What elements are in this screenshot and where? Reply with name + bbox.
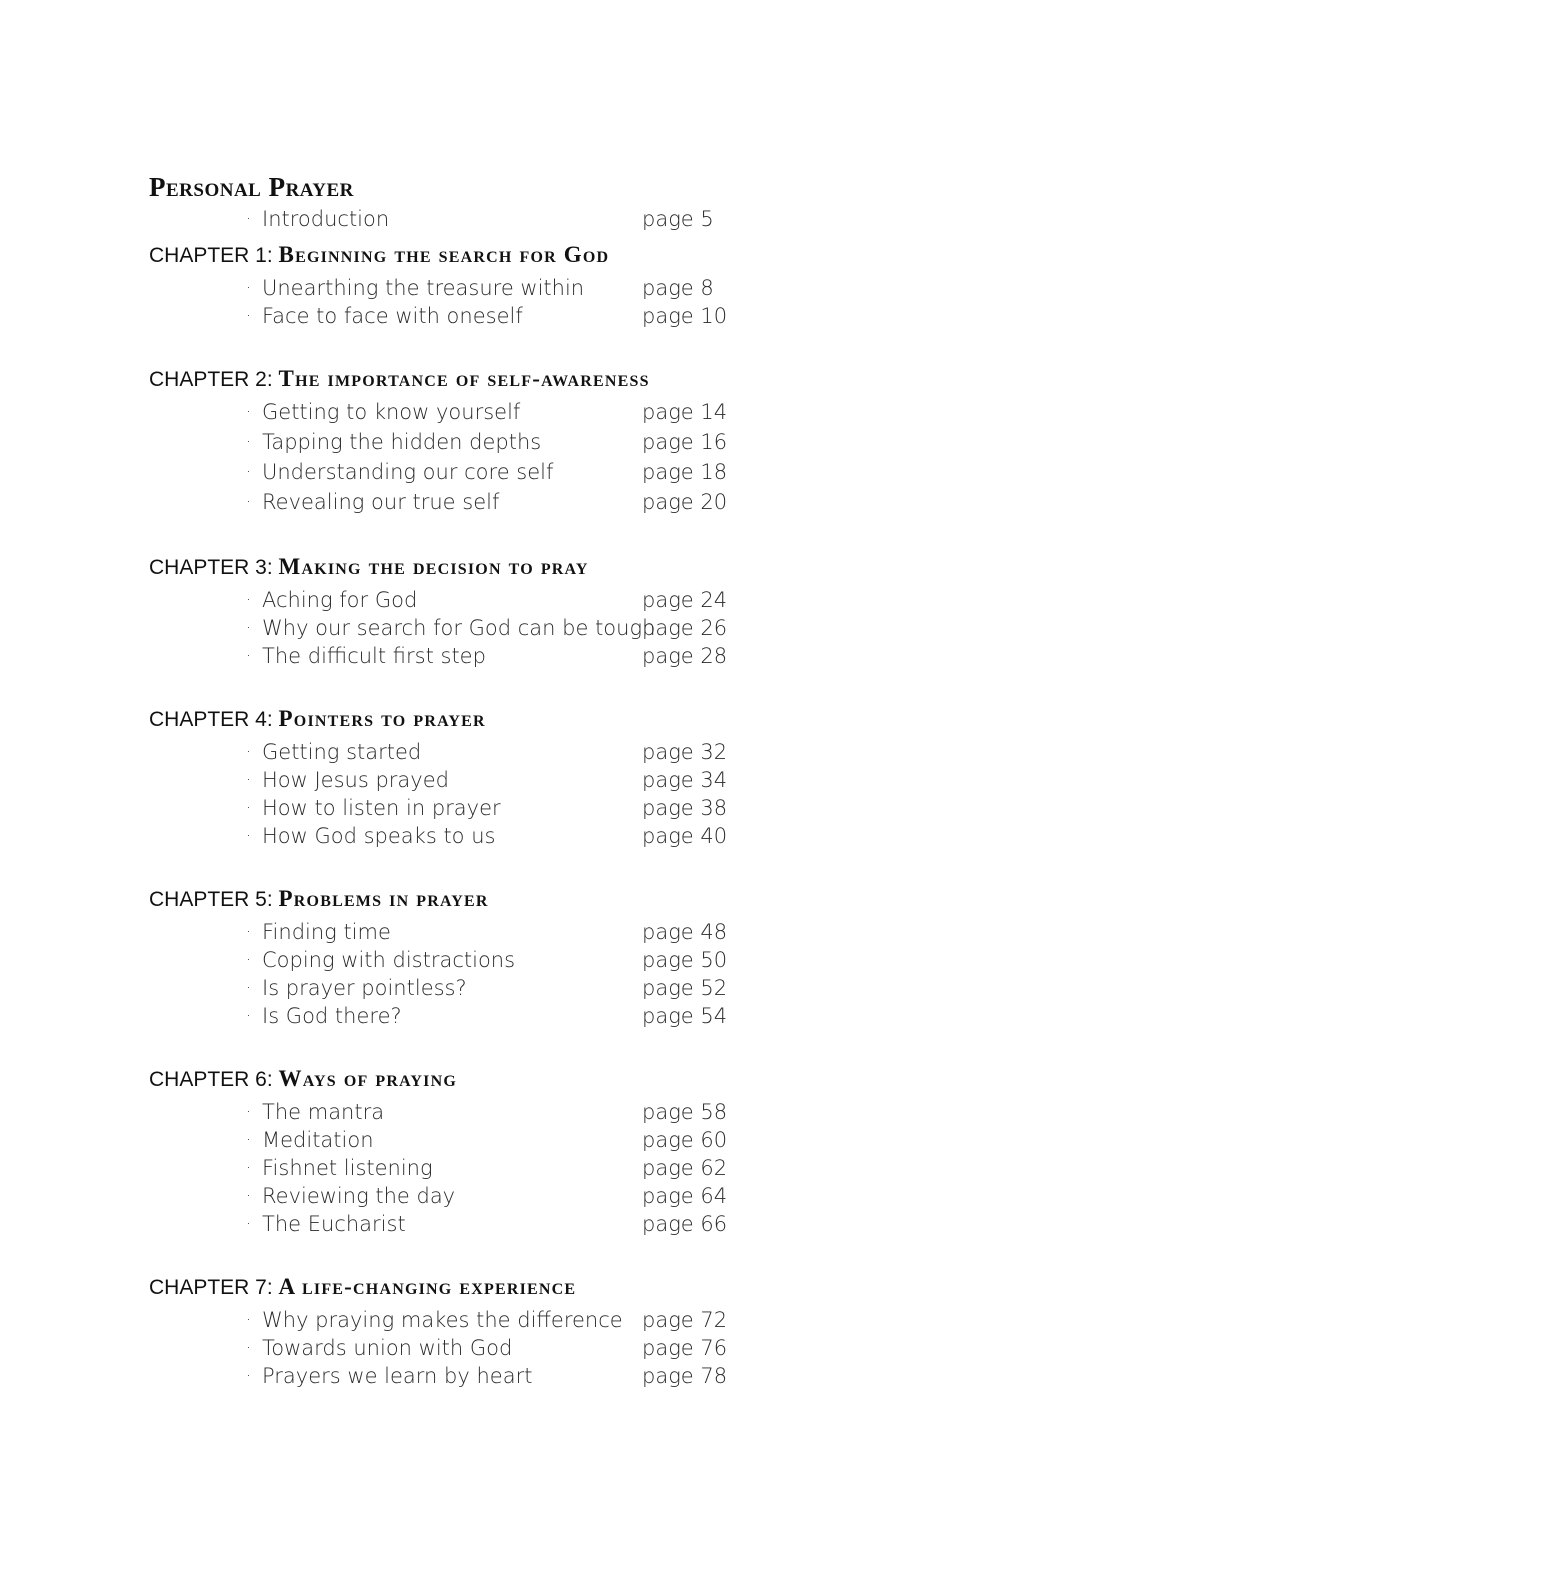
chapter-title: Pointers to prayer: [278, 706, 486, 731]
entry-title: Meditation: [262, 1128, 374, 1152]
toc-entry[interactable]: [149, 1334, 789, 1362]
bullet-icon: ·: [246, 646, 252, 665]
bullet-icon: ·: [246, 462, 252, 481]
book-title: Personal Prayer: [149, 172, 354, 202]
chapter-heading: [149, 881, 789, 918]
table-of-contents: [149, 169, 789, 1390]
entry-page-number: page 28: [642, 644, 728, 668]
bullet-icon: ·: [246, 1214, 252, 1233]
entry-page-number: page 40: [642, 824, 728, 848]
entry-page-number: page 66: [642, 1212, 728, 1236]
entry-title: Revealing our true self: [262, 490, 500, 514]
bullet-icon: ·: [246, 1158, 252, 1177]
entry-title: Prayers we learn by heart: [262, 1364, 533, 1388]
entry-page-number: page 52: [642, 976, 728, 1000]
chapter-1-section: [149, 237, 789, 330]
chapter-7-section: [149, 1269, 789, 1390]
bullet-icon: ·: [246, 1310, 252, 1329]
entry-title: Introduction: [262, 207, 390, 231]
entry-title: Understanding our core self: [262, 460, 554, 484]
toc-entry[interactable]: [149, 458, 789, 488]
chapter-title: Problems in prayer: [278, 886, 489, 911]
chapter-label: CHAPTER 3:: [149, 556, 273, 579]
bullet-icon: ·: [246, 306, 252, 325]
bullet-icon: ·: [246, 1186, 252, 1205]
entry-page-number: page 8: [642, 276, 714, 300]
bullet-icon: ·: [246, 770, 252, 789]
toc-entry[interactable]: [149, 1126, 789, 1154]
bullet-icon: ·: [246, 1102, 252, 1121]
bullet-icon: ·: [246, 432, 252, 451]
bullet-icon: ·: [246, 826, 252, 845]
bullet-icon: ·: [246, 1006, 252, 1025]
bullet-icon: ·: [246, 1130, 252, 1149]
toc-entry[interactable]: [149, 1098, 789, 1126]
entry-page-number: page 34: [642, 768, 728, 792]
toc-entry[interactable]: [149, 738, 789, 766]
bullet-icon: ·: [246, 742, 252, 761]
bullet-icon: ·: [246, 1338, 252, 1357]
toc-entry[interactable]: [149, 822, 789, 850]
bullet-icon: ·: [246, 978, 252, 997]
chapter-title: Making the decision to pray: [278, 554, 589, 579]
entry-title: How to listen in prayer: [262, 796, 501, 820]
chapter-heading: [149, 1061, 789, 1098]
entry-title: The Eucharist: [262, 1212, 406, 1236]
entry-page-number: page 38: [642, 796, 728, 820]
entry-title: Towards union with God: [262, 1336, 513, 1360]
entry-title: Finding time: [262, 920, 391, 944]
chapter-6-section: [149, 1061, 789, 1238]
bullet-icon: ·: [246, 950, 252, 969]
entry-page-number: page 10: [642, 304, 728, 328]
chapter-5-section: [149, 881, 789, 1030]
toc-entry[interactable]: [149, 488, 789, 518]
entry-title: Aching for God: [262, 588, 418, 612]
bullet-icon: ·: [246, 618, 252, 637]
entry-page-number: page 58: [642, 1100, 728, 1124]
toc-entry[interactable]: [149, 918, 789, 946]
entry-title: Face to face with oneself: [262, 304, 523, 328]
bullet-icon: ·: [246, 209, 252, 228]
toc-entry[interactable]: [149, 302, 789, 330]
chapter-title: The importance of self-awareness: [278, 366, 650, 391]
toc-entry[interactable]: [149, 1002, 789, 1030]
entry-page-number: page 18: [642, 460, 728, 484]
entry-title: Coping with distractions: [262, 948, 516, 972]
toc-entry[interactable]: [149, 274, 789, 302]
chapter-entries: [149, 398, 789, 518]
toc-entry[interactable]: [149, 586, 789, 614]
chapter-entries: [149, 274, 789, 330]
bullet-icon: ·: [246, 922, 252, 941]
entry-title: How Jesus prayed: [262, 768, 449, 792]
entry-title: Is prayer pointless?: [262, 976, 467, 1000]
toc-entry[interactable]: [149, 428, 789, 458]
toc-entry[interactable]: [149, 614, 789, 642]
intro-section: [149, 169, 789, 233]
entry-title: Why praying makes the difference: [262, 1308, 623, 1332]
entry-title: Getting started: [262, 740, 422, 764]
toc-entry[interactable]: [149, 398, 789, 428]
entry-page-number: page 60: [642, 1128, 728, 1152]
entry-title: Fishnet listening: [262, 1156, 433, 1180]
chapter-label: CHAPTER 5:: [149, 888, 273, 911]
chapter-label: CHAPTER 7:: [149, 1276, 273, 1299]
toc-entry[interactable]: [149, 1182, 789, 1210]
entry-title: How God speaks to us: [262, 824, 496, 848]
entry-title: Why our search for God can be tough: [262, 616, 656, 640]
chapter-entries: [149, 738, 789, 850]
entry-page-number: page 16: [642, 430, 728, 454]
toc-entry[interactable]: [149, 1362, 789, 1390]
toc-entry[interactable]: [149, 1210, 789, 1238]
toc-entry[interactable]: [149, 974, 789, 1002]
chapter-3-section: [149, 549, 789, 670]
chapter-title: Beginning the search for God: [278, 242, 610, 267]
entry-page-number: page 50: [642, 948, 728, 972]
toc-entry[interactable]: [149, 205, 789, 233]
entry-title: Unearthing the treasure within: [262, 276, 585, 300]
toc-entry[interactable]: [149, 1154, 789, 1182]
entry-page-number: page 20: [642, 490, 728, 514]
toc-entry[interactable]: [149, 642, 789, 670]
chapter-4-section: [149, 701, 789, 850]
entry-page-number: page 72: [642, 1308, 728, 1332]
bullet-icon: ·: [246, 1366, 252, 1385]
bullet-icon: ·: [246, 590, 252, 609]
bullet-icon: ·: [246, 402, 252, 421]
chapter-heading: [149, 361, 789, 398]
entry-title: Getting to know yourself: [262, 400, 521, 424]
entry-title: The mantra: [262, 1100, 385, 1124]
entry-page-number: page 54: [642, 1004, 728, 1028]
entry-page-number: page 48: [642, 920, 728, 944]
chapter-heading: [149, 549, 789, 586]
entry-page-number: page 14: [642, 400, 728, 424]
entry-title: Is God there?: [262, 1004, 402, 1028]
toc-entry[interactable]: [149, 946, 789, 974]
entry-page-number: page 78: [642, 1364, 728, 1388]
toc-entry[interactable]: [149, 1306, 789, 1334]
chapter-label: CHAPTER 6:: [149, 1068, 273, 1091]
chapter-title: Ways of praying: [278, 1066, 457, 1091]
entry-page-number: page 64: [642, 1184, 728, 1208]
chapter-title: A life-changing experience: [278, 1274, 577, 1299]
bullet-icon: ·: [246, 492, 252, 511]
entry-page-number: page 26: [642, 616, 728, 640]
entry-page-number: page 32: [642, 740, 728, 764]
chapter-label: CHAPTER 2:: [149, 368, 273, 391]
chapter-entries: [149, 1306, 789, 1390]
chapter-heading: [149, 701, 789, 738]
entry-title: The difficult first step: [262, 644, 486, 668]
toc-entry[interactable]: [149, 766, 789, 794]
chapter-2-section: [149, 361, 789, 518]
entry-page-number: page 5: [642, 207, 714, 231]
entry-page-number: page 62: [642, 1156, 728, 1180]
chapter-heading: [149, 1269, 789, 1306]
entry-page-number: page 24: [642, 588, 728, 612]
bullet-icon: ·: [246, 798, 252, 817]
entry-title: Tapping the hidden depths: [262, 430, 542, 454]
chapter-label: CHAPTER 1:: [149, 244, 273, 267]
bullet-icon: ·: [246, 278, 252, 297]
chapter-entries: [149, 918, 789, 1030]
chapter-entries: [149, 1098, 789, 1238]
intro-entries: [149, 205, 789, 233]
entry-page-number: page 76: [642, 1336, 728, 1360]
toc-entry[interactable]: [149, 794, 789, 822]
chapter-entries: [149, 586, 789, 670]
entry-title: Reviewing the day: [262, 1184, 456, 1208]
chapter-label: CHAPTER 4:: [149, 708, 273, 731]
chapter-heading: [149, 237, 789, 274]
